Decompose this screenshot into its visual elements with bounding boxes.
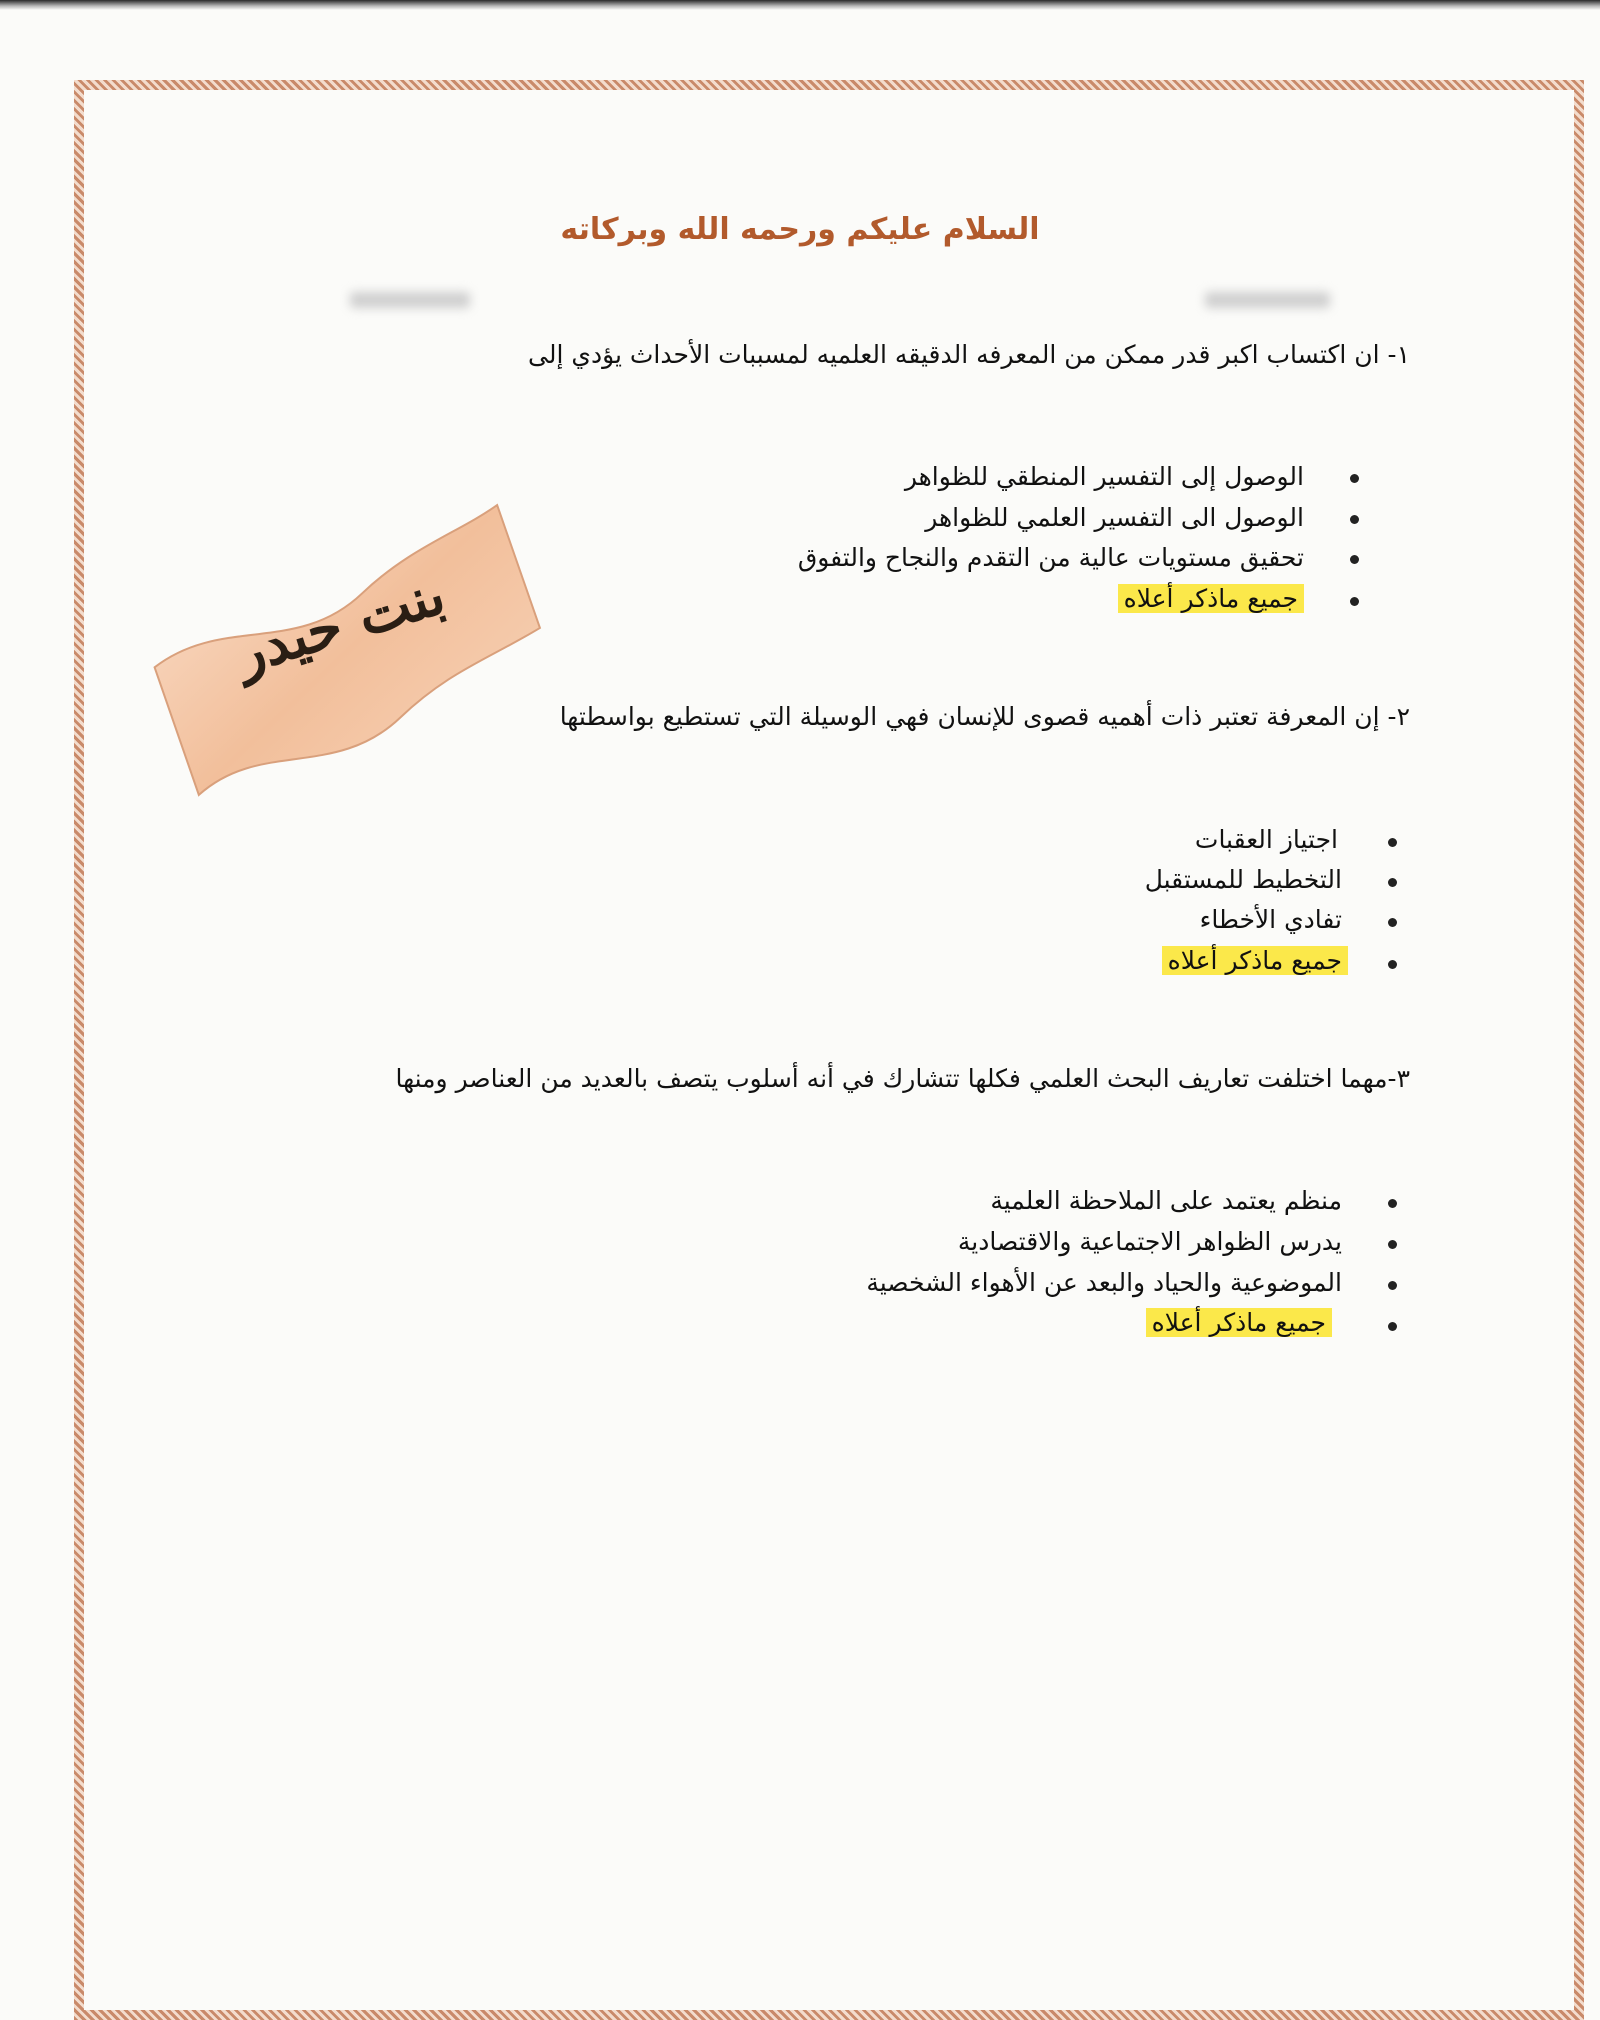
bullet-icon	[1388, 918, 1397, 927]
stamp-text: بنت حيدر	[227, 561, 453, 688]
bullet-icon	[1350, 515, 1359, 524]
question-2-prompt: ٢- إن المعرفة تعتبر ذات أهميه قصوى للإنسان فهي الوسيلة التي تستطيع بواسطتها	[559, 702, 1410, 731]
bullet-icon	[1350, 597, 1359, 606]
bullet-icon	[1388, 838, 1397, 847]
bullet-icon	[1350, 474, 1359, 483]
question-1-option-4	[1118, 584, 1304, 613]
highlighted-answer: جميع ماذكر أعلاه	[1162, 946, 1348, 975]
question-1-option-1: الوصول إلى التفسير المنطقي للظواهر	[904, 462, 1304, 491]
bullet-icon	[1388, 1199, 1397, 1208]
bullet-icon	[1350, 555, 1359, 564]
question-3-option-4	[1146, 1308, 1332, 1337]
redacted-text	[350, 292, 470, 308]
bullet-icon	[1388, 1322, 1397, 1331]
highlighted-answer: جميع ماذكر أعلاه	[1118, 584, 1304, 613]
question-2-option-1: اجتياز العقبات	[1194, 825, 1338, 854]
question-2-option-2: التخطيط للمستقبل	[1144, 865, 1342, 894]
scan-edge	[0, 0, 1600, 10]
bullet-icon	[1388, 878, 1397, 887]
question-1-option-2: الوصول الى التفسير العلمي للظواهر	[925, 503, 1304, 532]
highlighted-answer: جميع ماذكر أعلاه	[1146, 1308, 1332, 1337]
question-2-option-3: تفادي الأخطاء	[1199, 905, 1342, 934]
page-title: السلام عليكم ورحمه الله وبركاته	[560, 212, 1040, 247]
bullet-icon	[1388, 1281, 1397, 1290]
bullet-icon	[1388, 1240, 1397, 1249]
question-3-option-2: يدرس الظواهر الاجتماعية والاقتصادية	[957, 1227, 1342, 1256]
page-border	[74, 80, 1584, 2020]
question-3-option-3: الموضوعية والحياد والبعد عن الأهواء الشخصية	[866, 1268, 1342, 1297]
question-3-option-1: منظم يعتمد على الملاحظة العلمية	[990, 1186, 1342, 1215]
bullet-icon	[1388, 960, 1397, 969]
question-3-prompt: ٣-مهما اختلفت تعاريف البحث العلمي فكلها تتشارك في أنه أسلوب يتصف بالعديد من العناصر ومنها	[395, 1064, 1410, 1093]
question-1-prompt: ١- ان اكتساب اكبر قدر ممكن من المعرفه الدقيقه العلميه لمسببات الأحداث يؤدي إلى	[528, 340, 1410, 369]
question-1-option-3: تحقيق مستويات عالية من التقدم والنجاح والتفوق	[797, 543, 1304, 572]
redacted-text	[1205, 292, 1330, 308]
question-2-option-4	[1162, 946, 1348, 975]
